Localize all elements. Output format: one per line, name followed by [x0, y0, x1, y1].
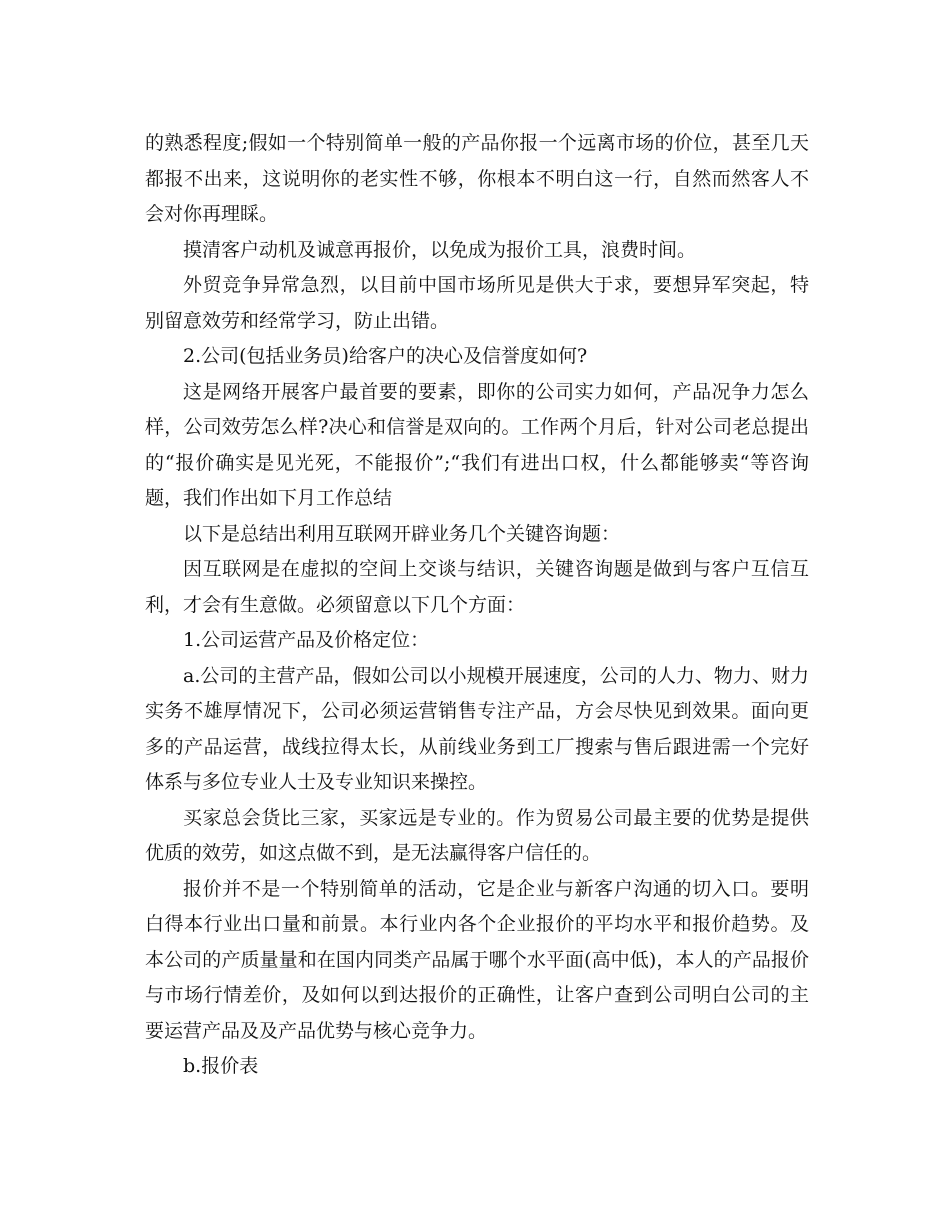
section-heading-2: 2.公司(包括业务员)给客户的决心及信誉度如何? — [183, 345, 588, 367]
document-page — [145, 126, 809, 1085]
paragraph-11: 报价并不是一个特别简单的活动，它是企业与新客户沟通的切入口。要明白得本行业出口量和前景。本行业内各个企业报价的平均水平和报价趋势。及本公司的产质量量和在国内同类产品属于哪个水平面(高中低)，本人的产品报价与市场行情差价，及如何以到达报价的正确性，让客户查到公司明白公司的主要运营产品及及产品优势与核心竞争力。 — [145, 877, 809, 1042]
paragraph-1: 的熟悉程度;假如一个特别简单一般的产品你报一个远离市场的价位，甚至几天都报不出来，这说明你的老实性不够，你根本不明白这一行，自然而然客人不会对你再理睬。 — [145, 132, 809, 225]
paragraph-6: 以下是总结出利用互联网开辟业务几个关键咨询题： — [183, 522, 621, 545]
subsection-heading-b: b.报价表 — [183, 1055, 259, 1077]
paragraph-9: a.公司的主营产品，假如公司以小规模开展速度，公司的人力、物力、财力实务不雄厚情况下，公司必须运营销售专注产品，方会尽快见到效果。面向更多的产品运营，战线拉得太长，从前线业务到工厂搜索与售后跟进需一个完好体系与多位专业人士及专业知识来操控。 — [145, 664, 809, 793]
paragraph-7: 因互联网是在虚拟的空间上交谈与结识，关键咨询题是做到与客户互信互利，才会有生意做。必须留意以下几个方面： — [145, 558, 809, 616]
paragraph-3: 外贸竞争异常急烈，以目前中国市场所见是供大于求，要想异军突起，特别留意效劳和经常学习，防止出错。 — [145, 274, 809, 332]
paragraph-2: 摸清客户动机及诚意再报价，以免成为报价工具，浪费时间。 — [183, 238, 697, 261]
paragraph-10: 买家总会货比三家，买家远是专业的。作为贸易公司最主要的优势是提供优质的效劳，如这点做不到，是无法赢得客户信任的。 — [145, 806, 809, 864]
paragraph-5: 这是网络开展客户最首要的要素，即你的公司实力如何，产品况争力怎么样，公司效劳怎么样?决心和信誉是双向的。工作两个月后，针对公司老总提出的“报价确实是见光死，不能报价”;“我们有进出口权，什么都能够卖“等咨询题，我们作出如下月工作总结 — [145, 380, 809, 509]
section-heading-1: 1.公司运营产品及价格定位： — [183, 629, 430, 651]
